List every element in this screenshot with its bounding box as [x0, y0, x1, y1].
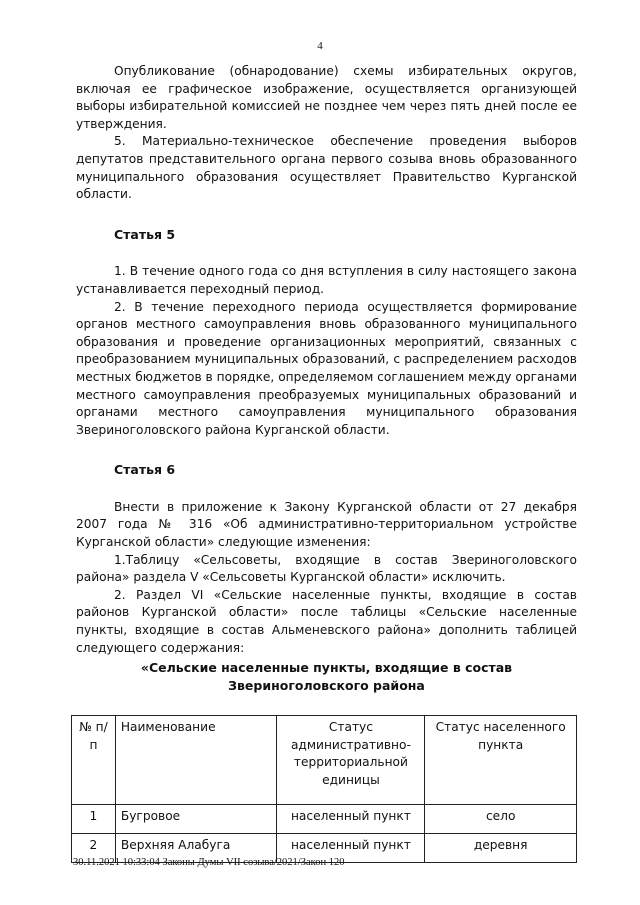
cell-settlement-status: село [425, 805, 577, 834]
cell-name: Верхняя Алабуга [115, 834, 277, 863]
paragraph: 2. Раздел VI «Сельские населенные пункты, входящие в состав районов Курганской области» после таблицы «Сельские населенные пункты, входящие в состав Альменевского района» дополнить таблицей следующего содержания: [76, 587, 577, 655]
header-settlement-status: Статус населенного пункта [425, 716, 577, 805]
footer-stamp: 30.11.2021 10:33:04 Законы Думы VII созыва/2021/Закон 120 [73, 857, 345, 868]
table-row [72, 805, 577, 834]
cell-admin-status: населенный пункт [277, 834, 425, 863]
document-body [76, 63, 577, 863]
table-title-line: Звериноголовского района [228, 677, 425, 693]
table-header-row [72, 716, 577, 805]
paragraph: Опубликование (обнародование) схемы избирательных округов, включая ее графическое изображение, осуществляется организующей выборы избирательной комиссией не позднее чем через пять дней после ее утверждения. [76, 64, 577, 131]
page-number: 4 [317, 40, 323, 52]
paragraph: 1. В течение одного года со дня вступления в силу настоящего закона устанавливается переходный период. [76, 264, 577, 296]
cell-admin-status: населенный пункт [277, 805, 425, 834]
article-heading: Статья 5 [114, 226, 176, 242]
cell-num: 1 [72, 805, 116, 834]
article-heading: Статья 6 [114, 462, 176, 478]
cell-settlement-status: деревня [425, 834, 577, 863]
settlements-table [71, 715, 577, 863]
table-title [76, 659, 577, 694]
header-num: № п/п [72, 716, 116, 805]
cell-num: 2 [72, 834, 116, 863]
paragraph: 1.Таблицу «Сельсоветы, входящие в состав Звериноголовского района» раздела V «Сельсоветы Курганской области» исключить. [76, 552, 577, 585]
paragraph: 2. В течение переходного периода осуществляется формирование органов местного самоуправления вновь образованного муниципального образования и проведение организационных мероприятий, связанных с преобразованием муниципальных образований, с распределением расходов местных бюджетов в порядке, определяемом соглашением между органами местного самоуправления преобразуемых муниципальных образований и органами местного самоуправления муниципального образования Звериноголовского района Курганской области. [76, 299, 577, 437]
paragraph: Внести в приложение к Закону Курганской области от 27 декабря 2007 года № 316 «Об административно-территориальном устройстве Курганской области» следующие изменения: [76, 499, 577, 550]
header-name: Наименование [115, 716, 277, 805]
paragraph: 5. Материально-техническое обеспечение проведения выборов депутатов представительного органа первого созыва вновь образованного муниципального образования осуществляет Правительство Курганской области. [76, 134, 577, 202]
header-admin-status: Статус административно-территориальной единицы [277, 716, 425, 805]
table-title-line: «Сельские населенные пункты, входящие в состав [140, 660, 513, 676]
cell-name: Бугровое [115, 805, 277, 834]
